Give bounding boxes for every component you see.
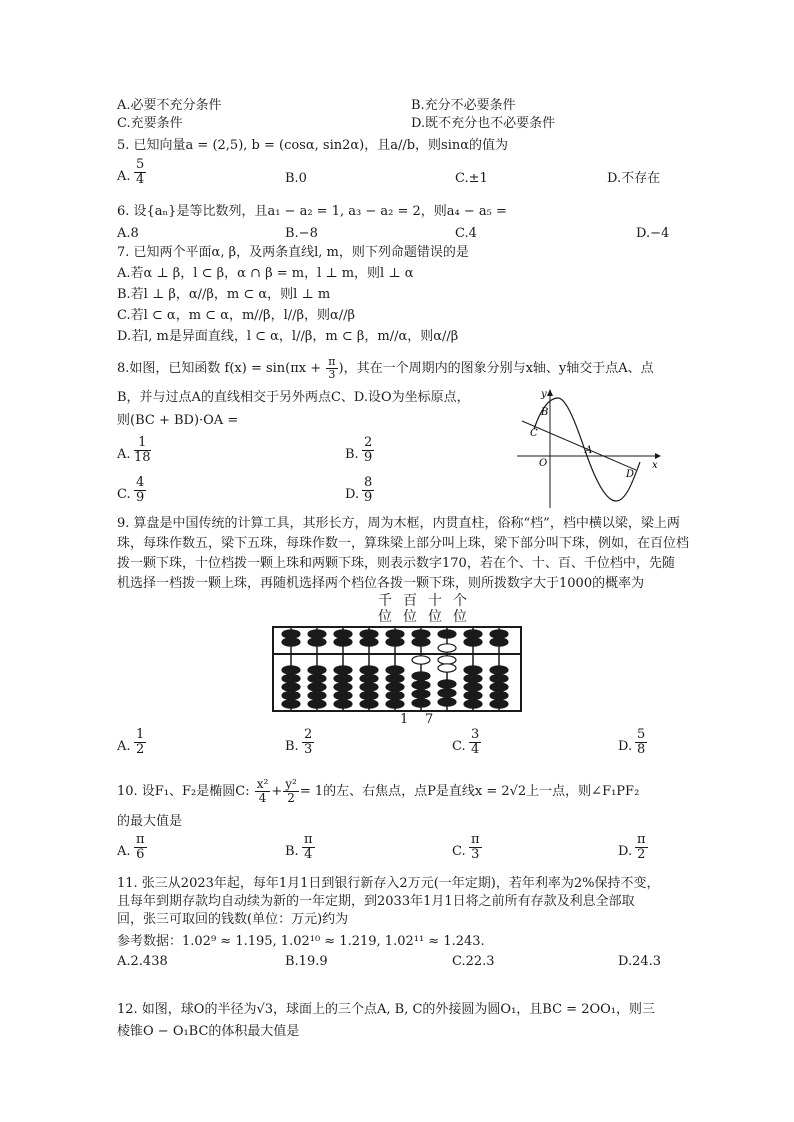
abacus-upper-bead bbox=[464, 630, 482, 638]
q9-option-d-fraction bbox=[635, 728, 647, 757]
q11-reference-data: 参考数据：1.02⁹ ≈ 1.195, 1.02¹⁰ ≈ 1.219, 1.02¹¹ ≈ 1.243. bbox=[117, 934, 485, 949]
abacus-lower-bead bbox=[438, 680, 456, 688]
abacus-upper-bead bbox=[308, 638, 326, 646]
q9-option-c-den: 4 bbox=[471, 742, 480, 757]
q4-option-c: C.充要条件 bbox=[117, 116, 183, 131]
abacus-upper-bead bbox=[308, 630, 326, 638]
q8-option-c-label: C. bbox=[117, 487, 131, 502]
q9-option-b-fraction bbox=[302, 728, 314, 757]
q9-option-b-label: B. bbox=[285, 739, 299, 754]
q8-label-y: y bbox=[541, 389, 547, 400]
q10-option-c-fraction bbox=[469, 833, 482, 862]
q8-stem-fraction bbox=[326, 356, 337, 381]
abacus-lower-bead bbox=[308, 666, 326, 674]
q5-option-a-label: A. bbox=[117, 169, 131, 184]
abacus-upper-bead bbox=[490, 630, 508, 638]
abacus-lower-bead bbox=[490, 674, 508, 682]
abacus-lower-bead bbox=[334, 691, 352, 699]
abacus-lower-bead bbox=[360, 700, 378, 708]
q10-option-c-label: C. bbox=[452, 844, 466, 859]
q10-option-a-fraction bbox=[134, 833, 147, 862]
q8-stem-frac-den: 3 bbox=[328, 368, 336, 381]
q10-frac-y bbox=[283, 778, 299, 805]
q8-option-d-fraction bbox=[362, 476, 374, 505]
abacus-lower-bead bbox=[308, 674, 326, 682]
q10-frac-y-num: y² bbox=[285, 777, 297, 791]
abacus-upper-bead bbox=[412, 630, 430, 638]
q12-stem-line1: 12. 如图，球O的半径为√3，球面上的三个点A, B, C的外接圆为圆O₁，且BC = 2OO₁，则三 bbox=[117, 1002, 656, 1017]
q10-option-a-label: A. bbox=[117, 844, 131, 859]
q8-option-a-fraction bbox=[134, 436, 151, 465]
q8-option-d-num: 8 bbox=[364, 475, 373, 490]
q8-option-c-den: 9 bbox=[136, 490, 145, 505]
abacus-upper-bead bbox=[464, 638, 482, 646]
abacus-lower-bead bbox=[412, 690, 430, 698]
q10-option-b-label: B. bbox=[285, 844, 299, 859]
q10-frac-x-den: 4 bbox=[258, 791, 267, 805]
q10-option-a-num: π bbox=[136, 832, 145, 847]
q8-label-a: A bbox=[585, 445, 593, 456]
abacus-upper-bead bbox=[386, 630, 404, 638]
abacus-lower-bead bbox=[282, 700, 300, 708]
q8-label-x: x bbox=[652, 460, 658, 471]
abacus-upper-bead bbox=[282, 630, 300, 638]
q5-stem: 5. 已知向量a = (2,5), b = (cosα, sin2α)，且a//b，则sinα的值为 bbox=[117, 138, 509, 153]
q9-option-d-num: 5 bbox=[637, 727, 646, 742]
q7-option-a: A.若α ⊥ β，l ⊂ β，α ∩ β = m，l ⊥ m，则l ⊥ α bbox=[117, 266, 414, 281]
q10-option-d-fraction bbox=[635, 833, 648, 862]
q8-stem-line3: 则(BC + BD)·OA = bbox=[117, 413, 239, 428]
abacus-lower-bead bbox=[386, 691, 404, 699]
q10-stem-post: = 1的左、右焦点，点P是直线x = 2√2上一点，则∠F₁PF₂ bbox=[299, 784, 640, 799]
q5-option-d: D.不存在 bbox=[607, 171, 661, 186]
abacus-upper-bead bbox=[282, 638, 300, 646]
abacus-upper-bead bbox=[360, 630, 378, 638]
q9-option-c-num: 3 bbox=[471, 727, 480, 742]
q10-stem-line2: 的最大值是 bbox=[117, 814, 183, 829]
q5-option-b: B.0 bbox=[285, 171, 307, 186]
abacus-lower-bead bbox=[412, 699, 430, 707]
q10-option-a-den: 6 bbox=[136, 847, 145, 862]
q7-option-b: B.若l ⊥ β，α//β，m ⊂ α，则l ⊥ m bbox=[117, 287, 331, 302]
q10-frac-y-den: 2 bbox=[287, 791, 295, 805]
q9-option-a-den: 2 bbox=[136, 742, 145, 757]
q5-option-a-den: 4 bbox=[136, 172, 145, 187]
q8-label-c: C bbox=[530, 428, 538, 439]
abacus-lower-bead bbox=[490, 683, 508, 691]
abacus-lower-bead bbox=[282, 674, 300, 682]
abacus-upper-bead-active bbox=[438, 644, 456, 652]
abacus-lower-bead bbox=[282, 691, 300, 699]
q12-stem-line2: 棱锥O − O₁BC的体积最大值是 bbox=[117, 1024, 300, 1039]
q9-option-a-fraction bbox=[134, 728, 146, 757]
q9-option-b-num: 2 bbox=[304, 727, 313, 742]
abacus-lower-bead bbox=[308, 691, 326, 699]
abacus-lower-bead bbox=[490, 700, 508, 708]
q9-option-d-den: 8 bbox=[637, 742, 646, 757]
abacus-lower-bead bbox=[412, 681, 430, 689]
q10-option-d-den: 2 bbox=[637, 847, 646, 862]
q8-sine-graph bbox=[512, 386, 662, 512]
q9-option-b-den: 3 bbox=[304, 742, 313, 757]
q8-option-a-label: A. bbox=[117, 447, 131, 462]
q8-label-d: D bbox=[626, 469, 635, 480]
abacus-lower-bead bbox=[412, 672, 430, 680]
q8-label-b: B bbox=[541, 407, 549, 418]
q10-frac-x bbox=[255, 778, 271, 805]
abacus-label-wei-4: 位 bbox=[453, 609, 467, 625]
abacus-lower-bead bbox=[360, 683, 378, 691]
abacus-lower-bead bbox=[464, 674, 482, 682]
abacus-lower-bead bbox=[360, 674, 378, 682]
q10-option-b-fraction bbox=[302, 833, 315, 862]
q11-option-b: B.19.9 bbox=[285, 954, 328, 969]
abacus-lower-bead bbox=[464, 691, 482, 699]
abacus-label-bai: 百 bbox=[403, 593, 417, 609]
q7-option-c: C.若l ⊂ α，m ⊂ α，m//β，l//β，则α//β bbox=[117, 308, 356, 323]
q9-option-c-fraction bbox=[469, 728, 481, 757]
q11-stem-line1: 11. 张三从2023年起，每年1月1日到银行新存入2万元(一年定期)，若年利率为2%保持不变， bbox=[117, 876, 660, 891]
q10-option-d-num: π bbox=[637, 832, 646, 847]
abacus-lower-bead bbox=[360, 666, 378, 674]
abacus-lower-bead bbox=[464, 683, 482, 691]
abacus-lower-bead-active bbox=[438, 664, 456, 672]
q4-option-b: B.充分不必要条件 bbox=[411, 98, 516, 113]
q6-option-b: B.−8 bbox=[285, 226, 318, 241]
q8-option-b-num: 2 bbox=[364, 435, 373, 450]
abacus-upper-bead bbox=[490, 638, 508, 646]
q10-frac-x-num: x² bbox=[256, 777, 269, 791]
q9-stem-line4: 机选择一档拨一颗上珠，再随机选择两个档位各拨一颗下珠，则所拨数字大于1000的概率为 bbox=[117, 576, 645, 591]
abacus-label-wei-2: 位 bbox=[403, 609, 417, 625]
abacus-upper-bead bbox=[438, 630, 456, 638]
q6-option-c: C.4 bbox=[455, 226, 477, 241]
abacus-lower-bead bbox=[308, 683, 326, 691]
q9-option-c-label: C. bbox=[452, 739, 466, 754]
q10-option-c-den: 3 bbox=[471, 847, 480, 862]
abacus-lower-bead bbox=[464, 700, 482, 708]
abacus-lower-bead bbox=[490, 666, 508, 674]
q10-option-b-num: π bbox=[304, 832, 313, 847]
q10-stem-line1: 10. 设F₁、F₂是椭圆C: $\frac{\text{x²}}{4}$ + $\frac{\text{y²}}{2}$ = 1的左、右焦点，点P是直线x = 2√2上一点，则∠F₁PF₂ bbox=[117, 777, 640, 805]
q6-option-a: A.8 bbox=[117, 226, 139, 241]
abacus-beads bbox=[282, 630, 508, 708]
abacus-lower-bead bbox=[334, 683, 352, 691]
q8-stem-pre: 8.如图，已知函数 f(x) = sin(πx + bbox=[117, 361, 322, 376]
abacus-lower-bead bbox=[386, 666, 404, 674]
abacus-figure bbox=[272, 626, 522, 712]
q8-option-c-num: 4 bbox=[136, 475, 145, 490]
abacus-upper-bead bbox=[412, 638, 430, 646]
q8-option-d-den: 9 bbox=[364, 490, 373, 505]
q8-option-b-label: B. bbox=[345, 447, 359, 462]
q5-option-a-fraction bbox=[134, 158, 146, 187]
q8-option-a-num: 1 bbox=[134, 436, 151, 451]
q10-option-d-label: D. bbox=[618, 844, 633, 859]
q8-option-a-den: 18 bbox=[134, 450, 151, 465]
abacus-digit-7: 7 bbox=[425, 712, 434, 727]
q7-option-d: D.若l, m是异面直线，l ⊂ α，l//β，m ⊂ β，m//α，则α//β bbox=[117, 329, 459, 344]
q8-y-axis-arrow bbox=[547, 389, 553, 396]
abacus-upper-bead bbox=[334, 638, 352, 646]
q8-x-axis-arrow bbox=[655, 453, 661, 459]
abacus-lower-bead bbox=[282, 683, 300, 691]
q11-option-c: C.22.3 bbox=[452, 954, 495, 969]
q9-stem-line3: 拨一颗下珠，十位档拨一颗上珠和两颗下珠，则表示数字170，若在个、十、百、千位档中，先随 bbox=[117, 556, 675, 571]
q6-stem: 6. 设{aₙ}是等比数列，且a₁ − a₂ = 1, a₃ − a₂ = 2，则a₄ − a₅ = bbox=[117, 204, 507, 219]
abacus-label-wei-3: 位 bbox=[428, 609, 442, 625]
q9-option-a-num: 1 bbox=[136, 727, 145, 742]
abacus-lower-bead bbox=[386, 683, 404, 691]
q11-stem-line2: 且每年到期存款均自动续为新的一年定期，到2033年1月1日将之前所有存款及利息全部取 bbox=[117, 894, 635, 909]
abacus-label-wei-1: 位 bbox=[378, 609, 392, 625]
abacus-label-ge: 个 bbox=[453, 593, 467, 609]
abacus-lower-bead bbox=[360, 691, 378, 699]
abacus-lower-bead-active bbox=[412, 656, 430, 664]
q5-option-a-num: 5 bbox=[136, 157, 145, 172]
abacus-label-qian: 千 bbox=[378, 593, 392, 609]
q8-option-b-den: 9 bbox=[364, 450, 373, 465]
abacus-lower-bead bbox=[282, 666, 300, 674]
abacus-lower-bead bbox=[464, 666, 482, 674]
q11-option-a: A.2.438 bbox=[117, 954, 168, 969]
abacus-upper-bead bbox=[386, 638, 404, 646]
abacus-lower-bead bbox=[490, 691, 508, 699]
abacus-label-shi: 十 bbox=[428, 593, 442, 609]
q9-option-a-label: A. bbox=[117, 739, 131, 754]
q10-option-c-num: π bbox=[471, 832, 480, 847]
q10-stem-pre: 10. 设F₁、F₂是椭圆C: bbox=[117, 784, 250, 799]
q8-stem-line2: B，并与过点A的直线相交于另外两点C、D.设O为坐标原点， bbox=[117, 390, 470, 405]
abacus-upper-bead bbox=[334, 630, 352, 638]
q11-stem-line3: 回，张三可取回的钱数(单位：万元)约为 bbox=[117, 912, 349, 927]
q10-option-b-den: 4 bbox=[304, 847, 313, 862]
q8-stem-post: )，其在一个周期内的图象分别与x轴、y轴交于点A、点 bbox=[338, 361, 654, 376]
q8-stem-line1 bbox=[117, 354, 654, 384]
q6-option-d: D.−4 bbox=[636, 226, 670, 241]
abacus-lower-bead-active bbox=[438, 656, 456, 664]
q5-option-c: C.±1 bbox=[455, 171, 488, 186]
q8-option-d-label: D. bbox=[345, 487, 360, 502]
q8-label-o: O bbox=[539, 458, 548, 469]
abacus-lower-bead bbox=[438, 698, 456, 706]
abacus-lower-bead bbox=[386, 674, 404, 682]
q8-option-c-fraction bbox=[134, 476, 146, 505]
q7-stem: 7. 已知两个平面α, β，及两条直线l, m，则下列命题错误的是 bbox=[117, 245, 469, 260]
q4-option-a: A.必要不充分条件 bbox=[117, 98, 222, 113]
abacus-lower-bead bbox=[438, 689, 456, 697]
q9-stem-line2: 珠，每珠作数五，梁下五珠，每珠作数一，算珠梁上部分叫上珠，梁下部分叫下珠，例如，在百位档 bbox=[117, 536, 690, 551]
q4-option-d: D.既不充分也不必要条件 bbox=[411, 116, 556, 131]
abacus-lower-bead bbox=[386, 700, 404, 708]
q8-stem-frac-num: π bbox=[328, 355, 336, 368]
abacus-lower-bead bbox=[334, 674, 352, 682]
q11-option-d: D.24.3 bbox=[618, 954, 662, 969]
abacus-upper-bead bbox=[360, 638, 378, 646]
q9-option-d-label: D. bbox=[618, 739, 633, 754]
q8-option-b-fraction bbox=[362, 436, 374, 465]
abacus-lower-bead bbox=[308, 700, 326, 708]
abacus-digit-1: 1 bbox=[400, 712, 409, 727]
abacus-lower-bead bbox=[334, 666, 352, 674]
abacus-lower-bead bbox=[334, 700, 352, 708]
q9-stem-line1: 9. 算盘是中国传统的计算工具，其形长方，周为木框，内贯直柱，俗称“档”，档中横以梁，梁上两 bbox=[117, 516, 680, 531]
